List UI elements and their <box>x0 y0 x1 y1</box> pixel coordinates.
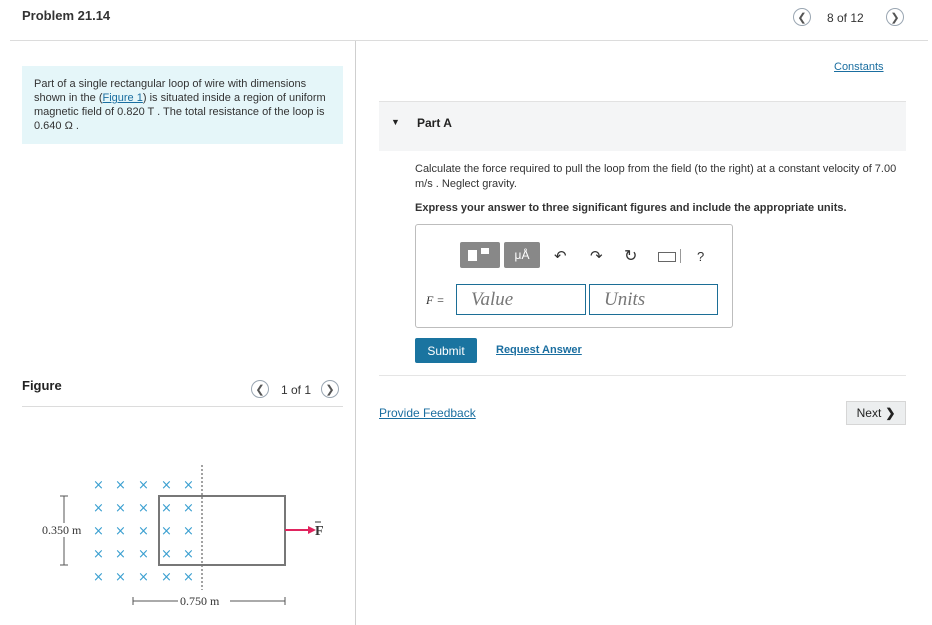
template-button[interactable] <box>460 242 500 268</box>
caret-down-icon: ▼ <box>391 117 400 127</box>
figure-heading: Figure <box>22 378 62 393</box>
answer-label: F = <box>426 293 445 307</box>
template-icon <box>468 250 477 261</box>
wire-loop <box>159 496 285 565</box>
field-x-mark: × <box>183 570 194 585</box>
provide-feedback-link[interactable]: Provide Feedback <box>379 406 476 420</box>
next-button-label: Next <box>856 406 882 420</box>
field-x-mark: × <box>183 478 194 493</box>
field-x-mark: × <box>93 524 104 539</box>
field-x-mark: × <box>115 478 126 493</box>
problem-title: Problem 21.14 <box>22 8 111 23</box>
field-x-mark: × <box>115 524 126 539</box>
force-label: F <box>315 524 324 539</box>
field-x-mark: × <box>183 501 194 516</box>
value-input[interactable]: Value <box>456 284 586 315</box>
intro-text: Part of a single rectangular loop of wire with dimensions shown in the ( <box>34 78 307 104</box>
field-x-mark: × <box>183 524 194 539</box>
units-input[interactable]: Units <box>589 284 718 315</box>
field-x-mark: × <box>138 524 149 539</box>
field-x-mark: × <box>161 570 172 585</box>
loop-figure <box>30 460 340 620</box>
field-x-mark: × <box>138 501 149 516</box>
problem-pager: 8 of 12 <box>827 11 864 25</box>
field-x-mark: × <box>183 547 194 562</box>
submit-button[interactable]: Submit <box>415 338 477 363</box>
part-a-header[interactable] <box>379 101 906 151</box>
field-x-mark: × <box>161 547 172 562</box>
chevron-left-icon: ❮ <box>797 11 807 24</box>
intro-text-end: ) is situated inside a region of uniform magnetic field of 0.820 T . The total resistance of the loop is 0.640 Ω . <box>34 92 326 132</box>
field-x-mark: × <box>138 478 149 493</box>
header-divider <box>10 40 928 41</box>
redo-icon[interactable]: ↷ <box>590 248 603 265</box>
chevron-right-icon: ❯ <box>325 383 335 396</box>
constants-link[interactable]: Constants <box>834 61 884 73</box>
undo-icon[interactable]: ↶ <box>554 248 567 265</box>
help-button[interactable]: ? <box>697 249 705 264</box>
toolbar-separator <box>680 249 681 263</box>
figure-pager: 1 of 1 <box>281 383 312 397</box>
figure-next-button[interactable] <box>321 380 339 398</box>
field-x-mark: × <box>161 501 172 516</box>
part-a-label: Part A <box>417 116 452 130</box>
next-problem-button[interactable] <box>886 8 904 26</box>
height-dimension-label: 0.350 m <box>42 523 82 537</box>
chevron-right-icon: ❯ <box>885 406 896 420</box>
question-text: Calculate the force required to pull the loop from the field (to the right) at a constant velocity of 7.00 m/s . Neglect gravity. <box>415 163 897 190</box>
prev-problem-button[interactable] <box>793 8 811 26</box>
field-x-mark: × <box>115 501 126 516</box>
field-x-mark: × <box>93 570 104 585</box>
field-x-mark: × <box>115 547 126 562</box>
field-x-mark: × <box>161 524 172 539</box>
request-answer-link[interactable]: Request Answer <box>496 344 582 356</box>
template-icon-part <box>481 248 489 254</box>
field-x-mark: × <box>138 570 149 585</box>
column-divider <box>355 41 356 625</box>
field-x-mark: × <box>161 478 172 493</box>
field-x-mark: × <box>115 570 126 585</box>
figure-link[interactable]: Figure 1 <box>102 92 143 104</box>
problem-intro <box>22 66 343 144</box>
field-x-mark: × <box>93 501 104 516</box>
field-x-mark: × <box>93 547 104 562</box>
next-button[interactable] <box>846 401 906 425</box>
figure-prev-button[interactable] <box>251 380 269 398</box>
field-x-mark: × <box>93 478 104 493</box>
width-dimension-label: 0.750 m <box>180 594 220 608</box>
chevron-right-icon: ❯ <box>890 11 900 24</box>
units-button[interactable]: μÅ <box>504 242 540 268</box>
figure-divider <box>22 406 343 407</box>
keyboard-icon[interactable] <box>658 252 676 262</box>
reset-icon[interactable]: ↻ <box>624 248 638 265</box>
field-x-mark: × <box>138 547 149 562</box>
magnetic-field-grid <box>93 478 194 585</box>
answer-box <box>415 224 733 328</box>
feedback-divider <box>379 375 906 376</box>
instruction-text: Express your answer to three significant figures and include the appropriate units. <box>415 202 847 214</box>
chevron-left-icon: ❮ <box>255 383 265 396</box>
